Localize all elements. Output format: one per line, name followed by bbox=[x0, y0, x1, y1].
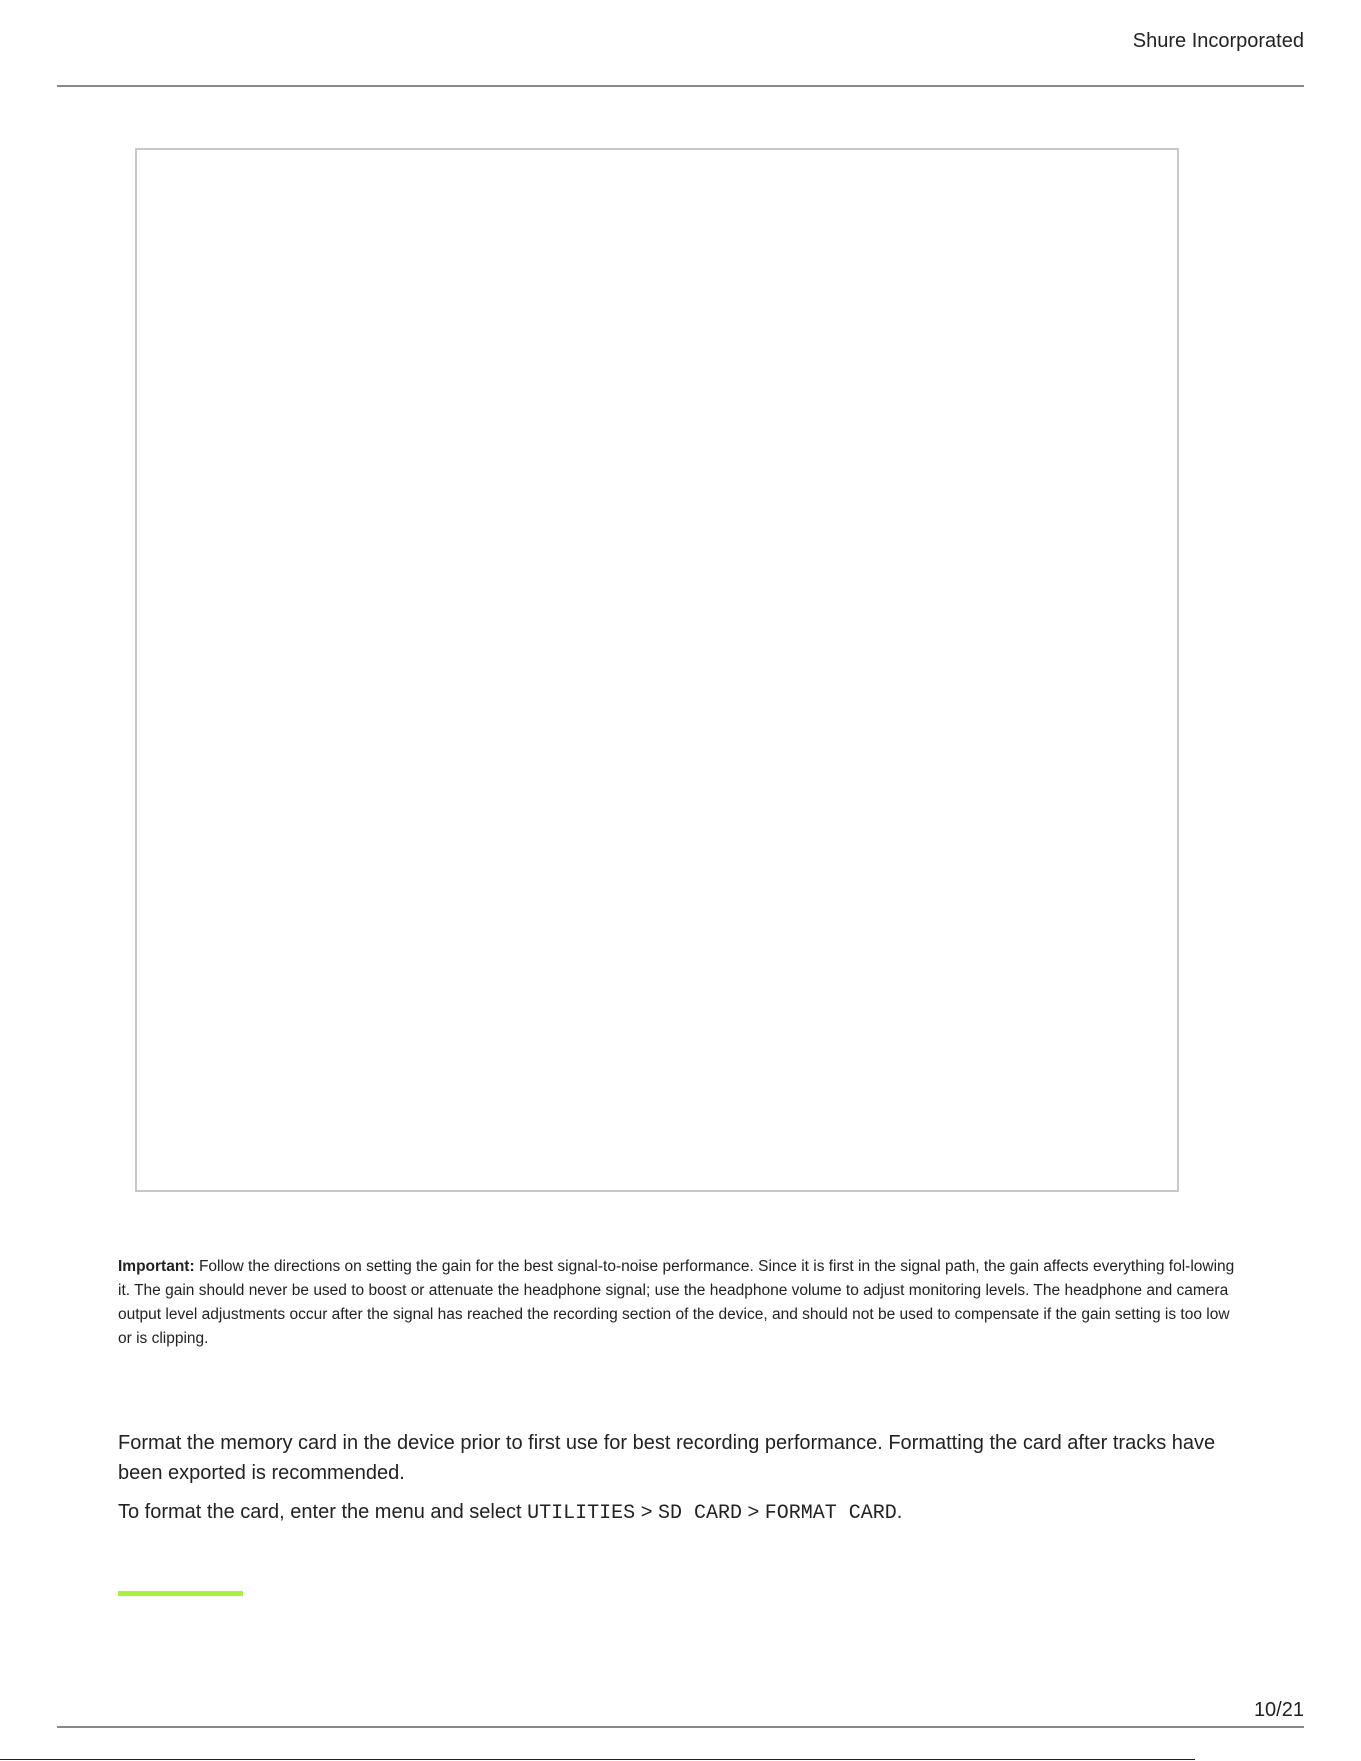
header-divider bbox=[57, 85, 1304, 87]
menu-path-sd-card: SD CARD bbox=[657, 1502, 742, 1525]
footer-divider bbox=[57, 1726, 1304, 1728]
page-bottom-edge bbox=[0, 1759, 1195, 1760]
format-instructions-prefix: To format the card, enter the menu and select bbox=[118, 1501, 528, 1523]
figure-placeholder bbox=[135, 148, 1179, 1192]
menu-path-separator: > bbox=[741, 1501, 765, 1523]
menu-path-format-card: FORMAT CARD bbox=[764, 1502, 897, 1525]
format-paragraph-instructions bbox=[118, 1497, 1238, 1529]
menu-path-separator: > bbox=[635, 1501, 658, 1523]
menu-path-utilities: UTILITIES bbox=[527, 1502, 636, 1525]
section-accent-bar bbox=[118, 1591, 243, 1596]
important-text: Follow the directions on setting the gain for the best signal-to-noise performance. Since it is first in the signal path, the gain affects everything fol-lowing it. The gain should never be used to boost or attenuate the headphone signal; use the headphone volume to adjust monitoring levels. The headphone and camera output level adjustments occur after the signal has reached the recording section of the device, and should not be used to compensate if the gain setting is too low or is clipping. bbox=[118, 1258, 1235, 1347]
format-paragraph-intro: Format the memory card in the device prior to first use for best recording performance. Formatting the card after tracks have been exported is recommended. bbox=[118, 1432, 1216, 1484]
format-instructions-suffix: . bbox=[896, 1501, 903, 1523]
important-note bbox=[118, 1255, 1238, 1351]
page-number: 10/21 bbox=[1253, 1699, 1304, 1721]
important-label: Important: bbox=[118, 1258, 195, 1275]
header-company-name: Shure Incorporated bbox=[1132, 30, 1304, 52]
